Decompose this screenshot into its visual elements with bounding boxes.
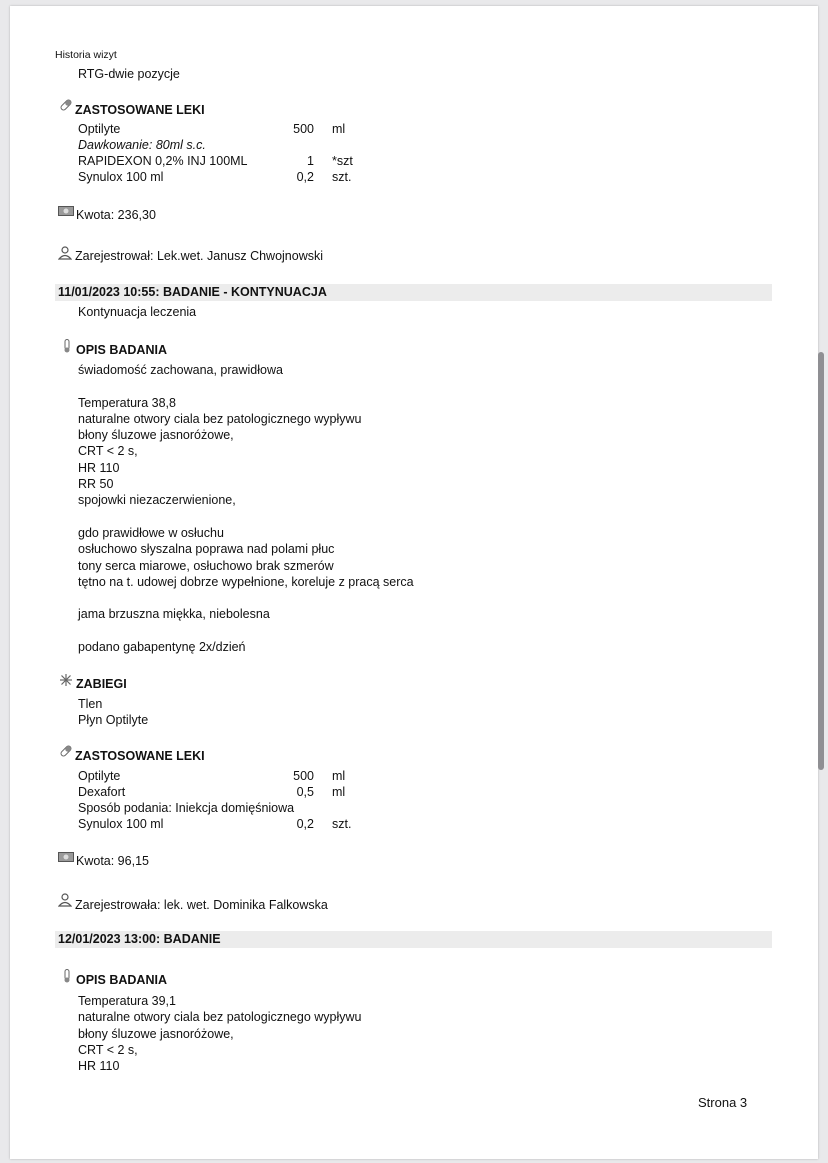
document-page: Historia wizyt RTG-dwie pozycje ZASTOSOWANE LEKI Optilyte 500 ml Dawkowanie: 80ml s.c. RAPIDEXON 0,2% INJ 100ML 1 *szt Synulox 100 ml 0,2 szt. Kwota: 236,30 Zarejestrował: Lek.wet. Janusz Chwojnowski 11/01/2023 10:55: BADANIE - KONTYNUACJA Kontynuacja leczenia OPIS BADANIA świadomość zachowana, prawidłowa Temperatura 38,8 naturalne otwory ciala bez patologicznego wypływu błony śluzowe jasnoróżowe, CRT < 2 s, HR 110 RR 50 spojowki niezaczerwienione, gdo prawidłowe w osłuchu osłuchowo słyszalna poprawa nad polami płuc tony serca miarowe, osłuchowo brak szmerów tętno na t. udowej dobrze wypełnione, koreluje z pracą serca jama brzuszna miękka, niebolesna podano gabapentynę 2x/dzień ZABIEGI Tlen Płyn Optilyte ZASTOSOWANE LEKI Optilyte 500 ml Dexafort 0,5 ml Sposób podania: Iniekcja domięśniowa Synulox 100 ml 0,2 szt. Kwota: 96,15 Zarejestrowała: lek. wet. Dominika Falkowska 12/01/2023 13:00: BADANIE OPIS BADANIA Temperatura 39,1 naturalne otwory ciala bez patologicznego wypływu błony śluzowe jasnoróżowe, CRT < 2 s, HR 110 Strona 3 xyxy=(10,6,818,1159)
visit-header: 11/01/2023 10:55: BADANIE - KONTYNUACJA xyxy=(58,285,327,299)
amount-1: Kwota: 236,30 xyxy=(76,208,156,222)
page-number: Strona 3 xyxy=(698,1095,748,1110)
vet-user-icon xyxy=(58,246,72,260)
meds-heading-1: ZASTOSOWANE LEKI xyxy=(75,103,205,117)
visit-header-bar xyxy=(55,284,772,301)
exam-description-2: świadomość zachowana, prawidłowa Temperatura 38,8 naturalne otwory ciala bez patologicznego wypływu błony śluzowe jasnoróżowe, CRT < 2 s, HR 110 RR 50 spojowki niezaczerwienione, gdo prawidłowe w osłuchu osłuchowo słyszalna poprawa nad polami płuc tony serca miarowe, osłuchowo brak szmerów tętno na t. udowej dobrze wypełnione, koreluje z pracą serca jama brzuszna miękka, niebolesna podano gabapentynę 2x/dzień xyxy=(78,363,414,655)
registered-by-1: Zarejestrował: Lek.wet. Janusz Chwojnowski xyxy=(75,249,324,263)
visit-header: 12/01/2023 13:00: BADANIE xyxy=(58,932,221,946)
procedure-item: Tlen xyxy=(78,697,103,711)
visit-subtitle: Kontynuacja leczenia xyxy=(78,305,197,319)
amount-2: Kwota: 96,15 xyxy=(76,854,149,868)
procedure-icon xyxy=(59,673,73,687)
vertical-scrollbar[interactable] xyxy=(818,352,824,770)
procedures-list xyxy=(78,696,148,729)
exam-heading-2: OPIS BADANIA xyxy=(76,343,167,357)
meds-heading-2: ZASTOSOWANE LEKI xyxy=(75,749,205,763)
vet-user-icon xyxy=(58,893,72,907)
money-icon xyxy=(58,852,74,862)
thermometer-icon xyxy=(60,339,74,353)
visit-header-bar xyxy=(55,931,772,948)
pill-icon xyxy=(59,744,73,758)
money-icon xyxy=(58,206,74,216)
registered-by-2: Zarejestrowała: lek. wet. Dominika Falkowska xyxy=(75,898,328,912)
exam-description-3: Temperatura 39,1 naturalne otwory ciala bez patologicznego wypływu błony śluzowe jasnoróżowe, CRT < 2 s, HR 110 xyxy=(78,994,362,1074)
procedures-heading: ZABIEGI xyxy=(76,677,127,691)
page-title: Historia wizyt xyxy=(55,49,117,61)
procedure-item: Płyn Optilyte xyxy=(78,713,149,728)
top-line: RTG-dwie pozycje xyxy=(78,67,180,81)
pill-icon xyxy=(59,98,73,112)
exam-heading-3: OPIS BADANIA xyxy=(76,973,167,987)
thermometer-icon xyxy=(60,969,74,983)
